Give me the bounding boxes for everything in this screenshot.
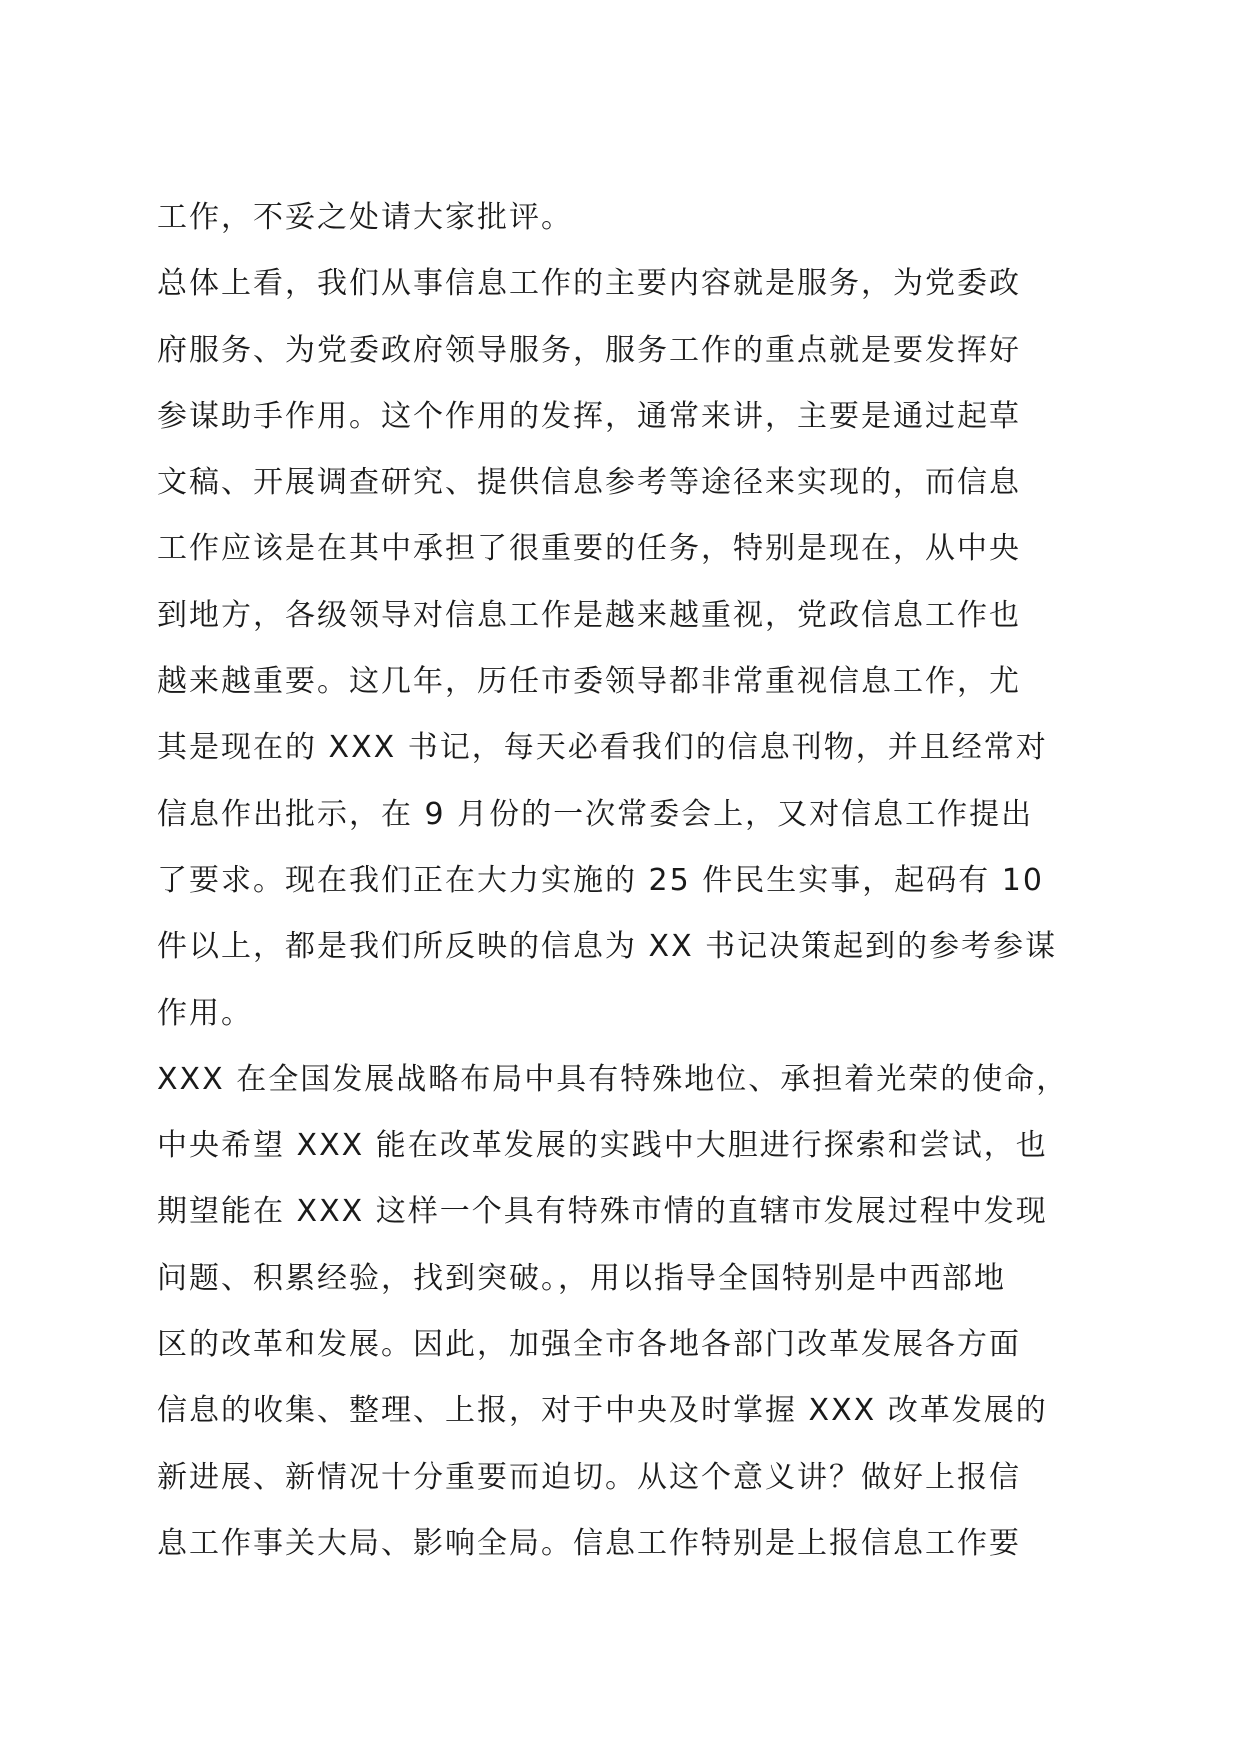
text-line: 问题、积累经验，找到突破。，用以指导全国特别是中西部地 bbox=[157, 1260, 1006, 1296]
text-line: 中央希望 XXX 能在改革发展的实践中大胆进行探索和尝试，也 bbox=[157, 1128, 1048, 1164]
text-line: XXX 在全国发展战略布局中具有特殊地位、承担着光荣的使命， bbox=[157, 1061, 1069, 1097]
text-line: 其是现在的 XXX 书记，每天必看我们的信息刊物，并且经常对 bbox=[157, 730, 1048, 766]
text-line: 信息的收集、整理、上报，对于中央及时掌握 XXX 改革发展的 bbox=[157, 1393, 1048, 1429]
text-line: 文稿、开展调查研究、提供信息参考等途径来实现的，而信息 bbox=[157, 465, 1021, 501]
text-line: 区的改革和发展。因此，加强全市各地各部门改革发展各方面 bbox=[157, 1327, 1021, 1363]
text-line: 工作应该是在其中承担了很重要的任务，特别是现在，从中央 bbox=[157, 531, 1021, 567]
text-line: 新进展、新情况十分重要而迫切。从这个意义讲？做好上报信 bbox=[157, 1459, 1021, 1495]
text-line: 到地方，各级领导对信息工作是越来越重视，党政信息工作也 bbox=[157, 597, 1021, 633]
text-line: 越来越重要。这几年，历任市委领导都非常重视信息工作，尤 bbox=[157, 664, 1021, 700]
text-line: 件以上，都是我们所反映的信息为 XX 书记决策起到的参考参谋 bbox=[157, 929, 1058, 965]
text-line: 府服务、为党委政府领导服务，服务工作的重点就是要发挥好 bbox=[157, 332, 1021, 368]
text-line: 总体上看，我们从事信息工作的主要内容就是服务，为党委政 bbox=[157, 266, 1021, 302]
text-line: 信息作出批示，在 9 月份的一次常委会上，又对信息工作提出 bbox=[157, 796, 1034, 832]
text-line: 息工作事关大局、影响全局。信息工作特别是上报信息工作要 bbox=[157, 1525, 1021, 1561]
text-line: 期望能在 XXX 这样一个具有特殊市情的直辖市发展过程中发现 bbox=[157, 1194, 1048, 1230]
text-line: 了要求。现在我们正在大力实施的 25 件民生实事，起码有 10 bbox=[157, 862, 1044, 898]
text-line: 作用。 bbox=[157, 995, 253, 1031]
text-line: 参谋助手作用。这个作用的发挥，通常来讲，主要是通过起草 bbox=[157, 398, 1021, 434]
text-line: 工作，不妥之处请大家批评。 bbox=[157, 200, 573, 235]
document-body bbox=[157, 185, 1097, 1577]
